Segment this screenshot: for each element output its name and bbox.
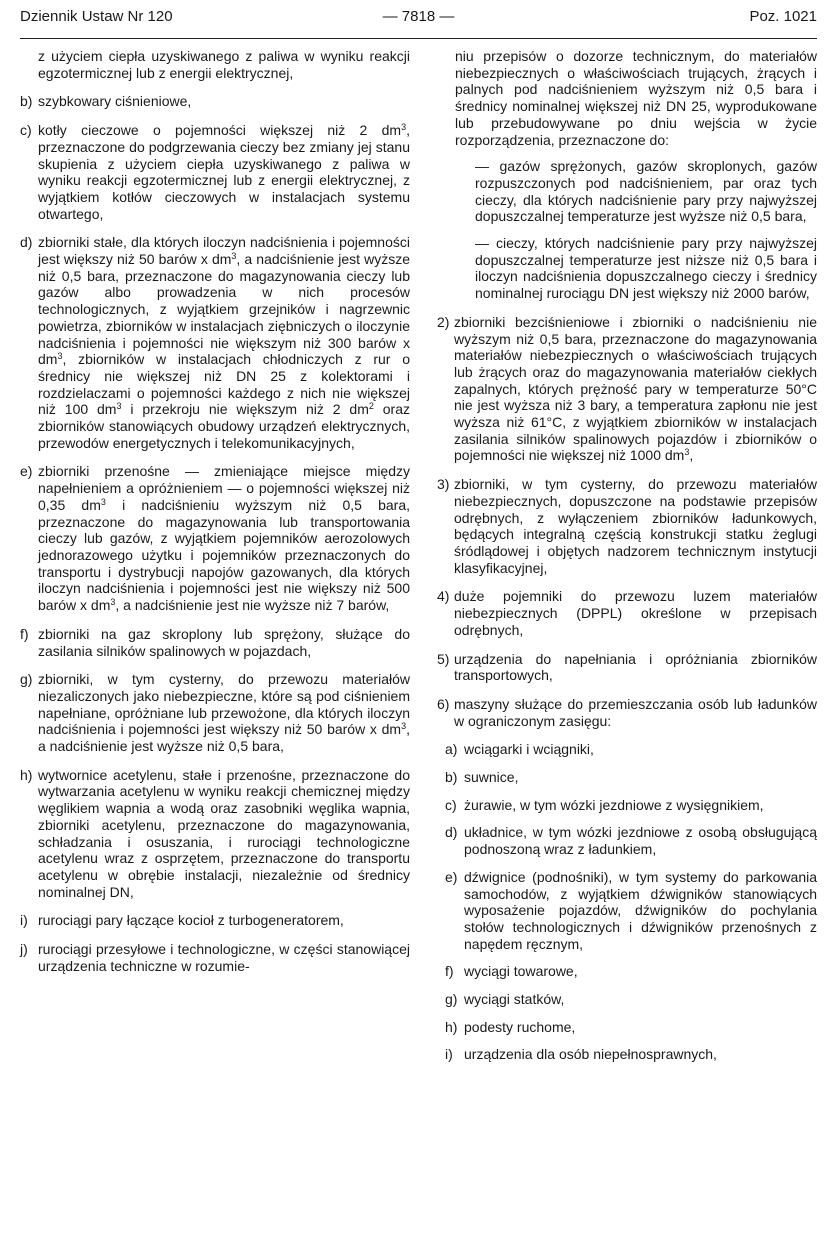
item-label: c) [20, 122, 32, 139]
left-column [20, 48, 410, 986]
item-label: j) [20, 941, 28, 958]
item-label: f) [20, 625, 29, 642]
page-header [20, 8, 817, 39]
dash-item: — gazów sprężonych, gazów skroplonych, gazów rozpuszczonych pod nadciśnieniem, par oraz tych cieczy, dla których nadciśnienie pary przy najwyższej dopuszczalnej temperaturze jest wyższe niż 0,5 bara, [475, 158, 817, 225]
item-label: h) [20, 766, 33, 783]
dash-item: — cieczy, których nadciśnienie pary przy najwyższej dopuszczalnej temperaturze jest niższe niż 0,5 bara i iloczyn nadciśnienia dopuszczalnego cieczy i średnicy nominalnej rurociągu DN jest większy niż 2000 barów, [475, 235, 817, 302]
list-item-g [20, 671, 410, 755]
item-text: duże pojemniki do przewozu luzem materiałów niebezpiecznych (DPPL) określone w przepisach odrębnych, [454, 588, 817, 638]
item-text: zbiorniki na gaz skroplony lub sprężony, służące do zasilania silników spalinowych w pojazdach, [38, 625, 410, 659]
list-item-i [20, 912, 410, 929]
item-text: wytwornice acetylenu, stałe i przenośne, przeznaczone do wytwarzania acetylenu w wyniku reakcji chemicznej między węglikiem wapnia a wodą oraz zasobniki węglika wapnia, zbiorniki acetylenu, przeznaczone do magazynowania, schładzania i osuszania, i rurociągi technologiczne acetylenu wraz z osprzętem, przeznaczone do transportu acetylenu w obrębie instalacji, niezależnie od średnicy nominalnej DN, [38, 766, 410, 900]
list-item-2 [437, 314, 817, 464]
page-number: — 7818 — [382, 8, 455, 25]
list-item-5 [437, 651, 817, 684]
sublist-item: h) podesty ruchome, [445, 1018, 576, 1035]
item-label: 3) [437, 476, 450, 493]
item-label: 5) [437, 650, 450, 667]
item-label: g) [20, 671, 33, 688]
sublist-item: g) wyciągi statków, [445, 991, 565, 1008]
sublist-item: a) wciągarki i wciągniki, [445, 741, 594, 758]
item-text: rurociągi przesyłowe i technologiczne, w części stanowiącej urządzenia techniczne w rozumie- [38, 941, 410, 974]
journal-title: Dziennik Ustaw Nr 120 [20, 8, 173, 25]
sublist-item: b) suwnice, [445, 769, 519, 786]
sublist-item: f) wyciągi towarowe, [445, 963, 578, 980]
list-item-h [20, 767, 410, 901]
item-label: i) [20, 912, 28, 929]
item-text: zbiorniki bezciśnieniowe i zbiorniki o nadciśnieniu nie wyższym niż 0,5 bara, przeznaczone do magazynowania materiałów niebezpiecznych o właściwościach trujących lub żrących oraz do magazynowania materiałów ciekłych zapalnych, których prężność pary w temperaturze 50°C nie jest wyższa niż 3 bary, a temperatura zapłonu nie jest wyższa niż 61°C, z wyjątkiem zbiorników w instalacjach zasilania silników spalinowych pojazdów i zbiorników o pojemności nie większej niż 1000 $dm^3$, [454, 313, 817, 464]
sublist-item: c) żurawie, w tym wózki jezdniowe z wysięgnikiem, [445, 796, 764, 813]
list-item-b [20, 93, 410, 110]
right-column [437, 48, 817, 1074]
item-text: rurociągi pary łączące kocioł z turbogeneratorem, [38, 912, 344, 929]
dash-list [437, 158, 817, 302]
list-item-3 [437, 476, 817, 576]
item-label: e) [20, 463, 33, 480]
item-text: zbiorniki, w tym cysterny, do przewozu materiałów niebezpiecznych, dopuszczone na podstawie przepisów odrębnych, z wyłączeniem zbiorników ładunkowych, będących integralną częścią konstrukcji statku żeglugi śródlądowej i objętych nadzorem technicznym instytucji klasyfikacyjnej, [454, 476, 817, 576]
list-item-d [20, 234, 410, 451]
item-label: 4) [437, 588, 450, 605]
list-item-f [20, 626, 410, 659]
sublist [437, 741, 817, 1063]
item-text: kotły cieczowe o pojemności większej niż 2 $dm^3$, przeznaczone do podgrzewania cieczy bez zmiany jej stanu skupienia z użyciem ciepła uzyskiwanego z paliwa w wyniku reakcji egzotermicznej lub z energii elektrycznej, z wyjątkiem kotłów cieczowych w instalacjach systemu otwartego, [38, 122, 410, 222]
item-text: zbiorniki przenośne — zmieniające miejsce między napełnieniem a opróżnieniem — o pojemności większej niż 0,35 $dm^3$ i nadciśnieniu wyższym niż 0,5 bara, przeznaczone do magazynowania lub transportowania cieczy lub gazów, z wyjątkiem pojemników aerozolowych jednorazowego użytku i pojemników przeznaczonych do transportu i dystrybucji napojów gazowanych, dla których iloczyn nadciśnienia i pojemności jest nie większy niż 500 barów x $dm^3$, a nadciśnienie jest nie wyższe niż 7 barów, [38, 463, 410, 614]
item-text: maszyny służące do przemieszczania osób lub ładunków w ograniczonym zasięgu: [454, 695, 817, 729]
intro-continuation: z użyciem ciepła uzyskiwanego z paliwa w wyniku reakcji egzotermicznej lub z energii elektrycznej, [38, 48, 410, 81]
sublist-item: e) dźwignice (podnośniki), w tym systemy do parkowania samochodów, z wyjątkiem dźwigników stanowiących wyposażenie pojazdów, dźwigników do pochylania stołów technologicznych i dźwigników przenośnych z napędem ręcznym, [445, 868, 817, 952]
item-label: d) [20, 234, 33, 251]
item-text: szybkowary ciśnieniowe, [38, 93, 192, 110]
item-text: zbiorniki, w tym cysterny, do przewozu materiałów niezaliczonych jako niebezpieczne, które są pod ciśnieniem napełniane, opróżniane lub przewożone, dla których iloczyn nadciśnienia i pojemności jest większy niż 50 barów x $dm^3$, a nadciśnienie jest wyższe niż 0,5 bara, [38, 671, 410, 755]
item-text: zbiorniki stałe, dla których iloczyn nadciśnienia i pojemności jest większy niż 50 barów x $dm^3$, a nadciśnienie jest wyższe niż 0,5 bara, przeznaczone do magazynowania cieczy lub gazów albo prowadzenia w nich procesów technologicznych, z wyjątkiem grzejników i nagrzewnic powietrza, zbiorników w instalacjach ziębniczych o iloczynie nadciśnienia i pojemności nie większym niż 300 barów x $dm^3$, zbiorników w instalacjach chłodniczych z rur o średnicy nie większej niż DN 25 z kolektorami i rozdzielaczami o pojemności każdego z nich nie większej niż 100 $dm^3$ i przekroju nie większym niż 2 $dm^2$ oraz zbiorników stanowiących obudowy urządzeń elektrycznych, przewodów energetycznych i telekomunikacyjnych, [38, 234, 411, 451]
list-item-6 [437, 696, 817, 729]
item-label: 2) [437, 313, 450, 330]
list-item-c [20, 122, 410, 222]
sublist-item: i) urządzenia dla osób niepełnosprawnych, [445, 1046, 717, 1063]
position-number: Poz. 1021 [749, 8, 817, 25]
list-item-4 [437, 588, 817, 638]
item-text: urządzenia do napełniania i opróżniania zbiorników transportowych, [454, 650, 817, 684]
list-item-j [20, 941, 410, 974]
list-item-e [20, 463, 410, 613]
item-j-continuation: niu przepisów o dozorze technicznym, do materiałów niebezpiecznych o właściwościach trujących, żrących i palnych pod nadciśnieniem wyższym niż 0,5 bara i średnicy nominalnej większej niż DN 25, wyprodukowane lub przebudowywane po dniu wejścia w życie rozporządzenia, przeznaczone do: [455, 48, 817, 148]
item-label: 6) [437, 695, 450, 712]
sublist-item: d) układnice, w tym wózki jezdniowe z osobą obsługującą podnoszoną wraz z ładunkiem, [445, 824, 817, 858]
item-label: b) [20, 93, 33, 110]
